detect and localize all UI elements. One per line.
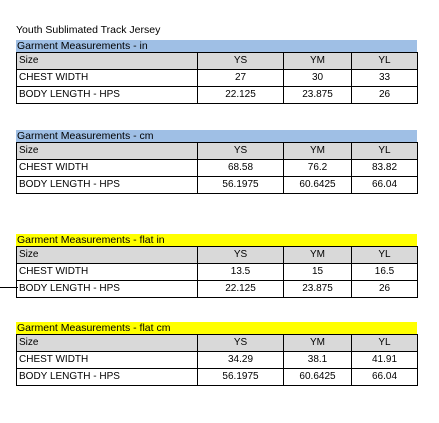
size-row [17, 247, 418, 264]
section-centimeters [16, 130, 417, 194]
row-label: BODY LENGTH - HPS [17, 87, 198, 104]
row-label: CHEST WIDTH [17, 264, 198, 281]
size-ym: YM [284, 335, 352, 352]
row-label: BODY LENGTH - HPS [17, 177, 198, 194]
size-row [17, 53, 418, 70]
divider-line [0, 287, 18, 288]
cell-yl: 41.91 [352, 352, 418, 369]
row-label: CHEST WIDTH [17, 352, 198, 369]
cell-ym: 60.6425 [284, 369, 352, 386]
measurement-table [16, 52, 418, 104]
size-label: Size [17, 143, 198, 160]
section-flat-inches [16, 234, 417, 298]
cell-ys: 68.58 [198, 160, 284, 177]
table-row [17, 70, 418, 87]
cell-yl: 16.5 [352, 264, 418, 281]
cell-ym: 23.875 [284, 87, 352, 104]
section-header: Garment Measurements - in [16, 40, 417, 52]
row-label: CHEST WIDTH [17, 160, 198, 177]
measurement-table [16, 142, 418, 194]
table-row [17, 177, 418, 194]
section-header: Garment Measurements - flat cm [16, 322, 417, 334]
size-label: Size [17, 335, 198, 352]
size-ys: YS [198, 247, 284, 264]
row-label: BODY LENGTH - HPS [17, 369, 198, 386]
cell-ys: 13.5 [198, 264, 284, 281]
cell-ym: 60.6425 [284, 177, 352, 194]
cell-ym: 15 [284, 264, 352, 281]
measurement-table [16, 246, 418, 298]
cell-ym: 23.875 [284, 281, 352, 298]
section-header: Garment Measurements - flat in [16, 234, 417, 246]
size-yl: YL [352, 335, 418, 352]
size-ys: YS [198, 53, 284, 70]
cell-yl: 26 [352, 281, 418, 298]
table-row [17, 160, 418, 177]
cell-ys: 22.125 [198, 87, 284, 104]
cell-ys: 56.1975 [198, 177, 284, 194]
cell-yl: 66.04 [352, 369, 418, 386]
table-row [17, 352, 418, 369]
cell-yl: 66.04 [352, 177, 418, 194]
table-row [17, 281, 418, 298]
size-yl: YL [352, 247, 418, 264]
cell-yl: 26 [352, 87, 418, 104]
cell-yl: 83.82 [352, 160, 418, 177]
size-ym: YM [284, 143, 352, 160]
section-flat-centimeters [16, 322, 417, 386]
size-row [17, 335, 418, 352]
document-title: Youth Sublimated Track Jersey [16, 24, 161, 36]
table-row [17, 264, 418, 281]
cell-ys: 22.125 [198, 281, 284, 298]
section-header: Garment Measurements - cm [16, 130, 417, 142]
cell-ys: 56.1975 [198, 369, 284, 386]
cell-ym: 30 [284, 70, 352, 87]
size-ys: YS [198, 335, 284, 352]
section-inches [16, 40, 417, 104]
cell-ym: 38.1 [284, 352, 352, 369]
cell-yl: 33 [352, 70, 418, 87]
measurement-table [16, 334, 418, 386]
cell-ys: 34.29 [198, 352, 284, 369]
size-ym: YM [284, 247, 352, 264]
size-ys: YS [198, 143, 284, 160]
cell-ys: 27 [198, 70, 284, 87]
size-yl: YL [352, 53, 418, 70]
size-row [17, 143, 418, 160]
row-label: CHEST WIDTH [17, 70, 198, 87]
size-label: Size [17, 53, 198, 70]
size-label: Size [17, 247, 198, 264]
size-ym: YM [284, 53, 352, 70]
cell-ym: 76.2 [284, 160, 352, 177]
table-row [17, 369, 418, 386]
table-row [17, 87, 418, 104]
size-yl: YL [352, 143, 418, 160]
row-label: BODY LENGTH - HPS [17, 281, 198, 298]
